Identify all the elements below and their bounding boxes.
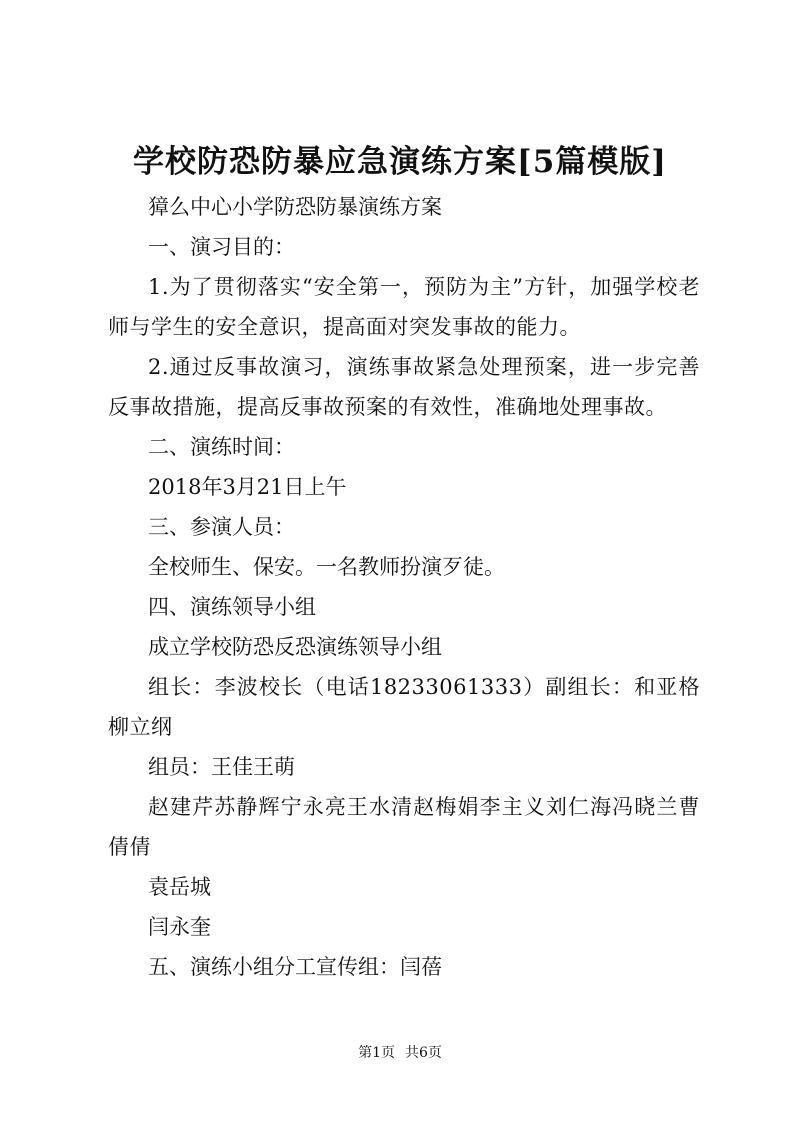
paragraph-purpose-1: 1.为了贯彻落实“安全第一，预防为主”方针，加强学校老师与学生的安全意识，提高面对突发事故的能力。 (108, 275, 700, 339)
section-heading-leadership: 四、演练领导小组 (148, 595, 316, 619)
paragraph-member-yuan: 袁岳城 (148, 875, 211, 899)
paragraph-leadership-group: 成立学校防恐反恐演练领导小组 (148, 635, 442, 659)
paragraph-school-name: 獐么中心小学防恐防暴演练方案 (148, 195, 442, 219)
page-total: 共6页 (405, 1045, 442, 1061)
paragraph-purpose-2: 2.通过反事故演习，演练事故紧急处理预案，进一步完善反事故措施，提高反事故预案的有效性，准确地处理事故。 (108, 355, 700, 419)
section-heading-division: 五、演练小组分工宣传组：闫蓓 (148, 955, 442, 979)
paragraph-members: 组员：王佳王萌 (148, 755, 295, 779)
page-number: 第1页 (358, 1045, 395, 1061)
section-heading-participants: 三、参演人员： (148, 515, 295, 539)
section-heading-purpose: 一、演习目的： (148, 235, 295, 259)
paragraph-member-names: 赵建芹苏静辉宁永亮王水清赵梅娟李主义刘仁海冯晓兰曹倩倩 (108, 795, 700, 859)
paragraph-group-leader: 组长：李波校长（电话18233061333）副组长：和亚格柳立纲 (108, 675, 700, 739)
paragraph-member-yan: 闫永奎 (148, 915, 211, 939)
section-heading-time: 二、演练时间： (148, 435, 295, 459)
document-title: 学校防恐防暴应急演练方案[5篇模版] (133, 144, 667, 180)
paragraph-date: 2018年3月21日上午 (148, 475, 347, 499)
paragraph-participants: 全校师生、保安。一名教师扮演歹徒。 (148, 555, 505, 579)
page-footer (0, 1043, 800, 1063)
